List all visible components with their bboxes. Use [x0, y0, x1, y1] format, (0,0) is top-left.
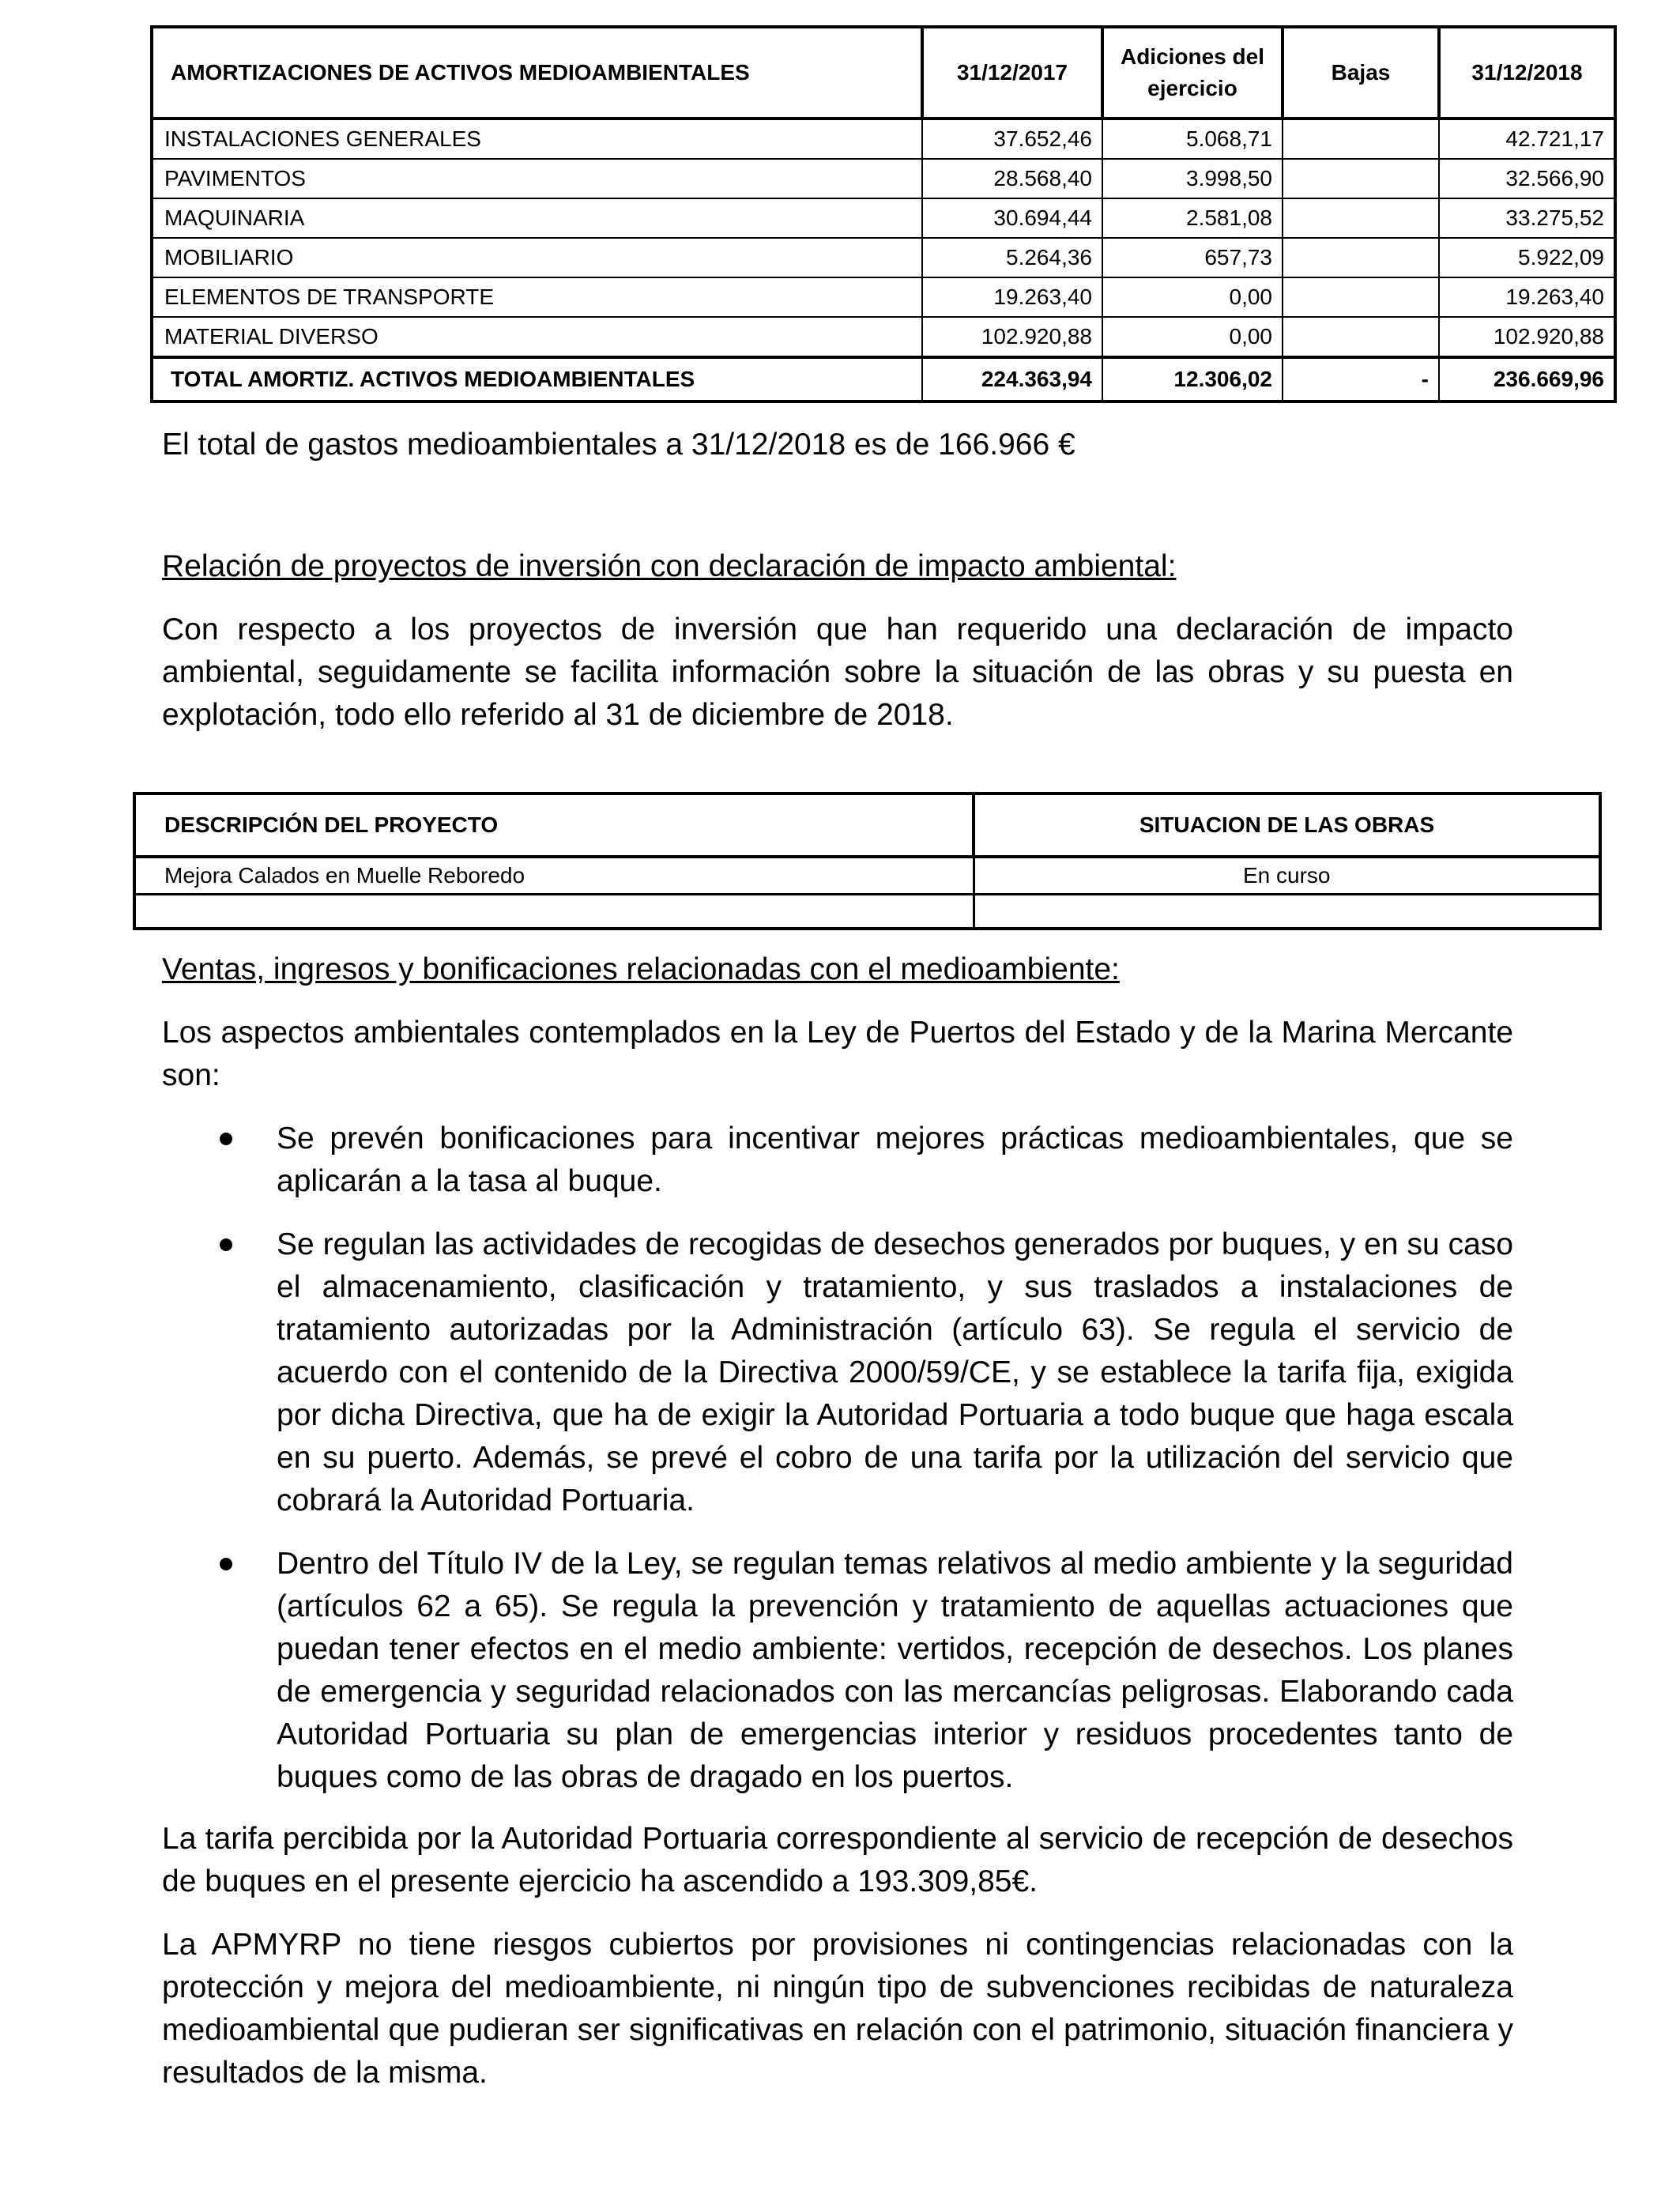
row-value-2017: 5.264,36	[922, 238, 1102, 277]
header-2018: 31/12/2018	[1439, 27, 1615, 119]
list-item	[162, 1543, 1513, 1799]
row-additions: 3.998,50	[1102, 159, 1283, 198]
table-row	[152, 119, 1615, 159]
table-row	[152, 238, 1615, 277]
table-row	[152, 198, 1615, 238]
row-value-2017: 37.652,46	[922, 119, 1102, 159]
row-withdrawals	[1283, 119, 1439, 159]
project-status	[974, 895, 1600, 929]
row-withdrawals	[1283, 317, 1439, 357]
sales-heading: Ventas, ingresos y bonificaciones relacionadas con el medioambiente:	[162, 952, 1120, 986]
table-row	[152, 159, 1615, 198]
bullet-text: Dentro del Título IV de la Ley, se regulan temas relativos al medio ambiente y la seguridad (artículos 62 a 65). Se regula la prevención y tratamiento de aquellas actuaciones que puedan tener efectos en el medio ambiente: vertidos, recepción de desechos. Los planes de emergencia y seguridad relacionados con las mercancías peligrosas. Elaborando cada Autoridad Portuaria su plan de emergencias interior y residuos procedentes tanto de buques como de las obras de dragado en los puertos.	[277, 1547, 1513, 1794]
row-additions: 0,00	[1102, 277, 1283, 317]
row-additions: 5.068,71	[1102, 119, 1283, 159]
row-withdrawals	[1283, 159, 1439, 198]
total-withdrawals: -	[1283, 357, 1439, 401]
header-2017: 31/12/2017	[922, 27, 1102, 119]
row-value-2018: 19.263,40	[1439, 277, 1615, 317]
row-additions: 2.581,08	[1102, 198, 1283, 238]
row-additions: 0,00	[1102, 317, 1283, 357]
row-concept: ELEMENTOS DE TRANSPORTE	[152, 277, 922, 317]
row-value-2017: 102.920,88	[922, 317, 1102, 357]
row-concept: MAQUINARIA	[152, 198, 922, 238]
amortization-table	[150, 25, 1617, 403]
row-concept: MOBILIARIO	[152, 238, 922, 277]
risks-paragraph: La APMYRP no tiene riesgos cubiertos por provisiones ni contingencias relacionadas con la protección y mejora del medioambiente, ni ningún tipo de subvenciones recibidas de naturaleza medioambiental que pudieran ser significativas en relación con el patrimonio, situación financiera y resultados de la misma.	[162, 1928, 1513, 2090]
row-concept: INSTALACIONES GENERALES	[152, 119, 922, 159]
row-concept: PAVIMENTOS	[152, 159, 922, 198]
header-project-description: DESCRIPCIÓN DEL PROYECTO	[134, 794, 974, 857]
total-2017: 224.363,94	[922, 357, 1102, 401]
header-withdrawals: Bajas	[1283, 27, 1439, 119]
bullet-text: Se regulan las actividades de recogidas de desechos generados por buques, y en su caso el almacenamiento, clasificación y tratamiento, y sus traslados a instalaciones de tratamiento autorizadas por la Administración (artículo 63). Se regula el servicio de acuerdo con el contenido de la Directiva 2000/59/CE, y se establece la tarifa fija, exigida por dicha Directiva, que ha de exigir la Autoridad Portuaria a todo buque que haga escala en su puerto. Además, se prevé el cobro de una tarifa por la utilización del servicio que cobrará la Autoridad Portuaria.	[277, 1227, 1513, 1517]
header-concept: AMORTIZACIONES DE ACTIVOS MEDIOAMBIENTALES	[152, 27, 922, 119]
amortization-header-row	[152, 27, 1615, 119]
investment-paragraph: Con respecto a los proyectos de inversión que han requerido una declaración de impacto ambiental, seguidamente se facilita información sobre la situación de las obras y su puesta en explotación, todo ello referido al 31 de diciembre de 2018.	[162, 613, 1513, 732]
header-works-status: SITUACION DE LAS OBRAS	[974, 794, 1600, 857]
sales-intro: Los aspectos ambientales contemplados en la Ley de Puertos del Estado y de la Marina Mercante son:	[162, 1016, 1513, 1092]
table-row	[152, 317, 1615, 357]
row-concept: MATERIAL DIVERSO	[152, 317, 922, 357]
project-status: En curso	[974, 857, 1600, 895]
bullet-text: Se prevén bonificaciones para incentivar mejores prácticas medioambientales, que se aplicarán a la tasa al buque.	[277, 1122, 1513, 1198]
row-value-2018: 42.721,17	[1439, 119, 1615, 159]
row-value-2017: 30.694,44	[922, 198, 1102, 238]
row-value-2017: 19.263,40	[922, 277, 1102, 317]
total-additions: 12.306,02	[1102, 357, 1283, 401]
row-additions: 657,73	[1102, 238, 1283, 277]
total-row	[152, 357, 1615, 401]
row-value-2018: 33.275,52	[1439, 198, 1615, 238]
header-additions: Adiciones del ejercicio	[1102, 27, 1283, 119]
projects-header-row	[134, 794, 1600, 857]
row-value-2018: 5.922,09	[1439, 238, 1615, 277]
project-description: Mejora Calados en Muelle Reboredo	[134, 857, 974, 895]
table-row	[134, 857, 1600, 895]
bullet-list	[162, 1118, 1513, 1799]
bullet-icon	[220, 1133, 232, 1145]
table-row	[152, 277, 1615, 317]
list-item	[162, 1118, 1513, 1203]
total-expenses-text: El total de gastos medioambientales a 31/12/2018 es de 166.966 €	[162, 428, 1075, 462]
project-description	[134, 895, 974, 929]
bullet-icon	[220, 1558, 232, 1570]
row-value-2018: 102.920,88	[1439, 317, 1615, 357]
total-2018: 236.669,96	[1439, 357, 1615, 401]
row-value-2018: 32.566,90	[1439, 159, 1615, 198]
total-label: TOTAL AMORTIZ. ACTIVOS MEDIOAMBIENTALES	[152, 357, 922, 401]
projects-table	[133, 792, 1602, 930]
list-item	[162, 1223, 1513, 1522]
tariff-paragraph: La tarifa percibida por la Autoridad Portuaria correspondiente al servicio de recepción de desechos de buques en el presente ejercicio ha ascendido a 193.309,85€.	[162, 1822, 1513, 1898]
investment-heading: Relación de proyectos de inversión con declaración de impacto ambiental:	[162, 549, 1177, 583]
row-withdrawals	[1283, 198, 1439, 238]
row-value-2017: 28.568,40	[922, 159, 1102, 198]
bullet-icon	[220, 1238, 232, 1251]
table-row	[134, 895, 1600, 929]
row-withdrawals	[1283, 277, 1439, 317]
row-withdrawals	[1283, 238, 1439, 277]
